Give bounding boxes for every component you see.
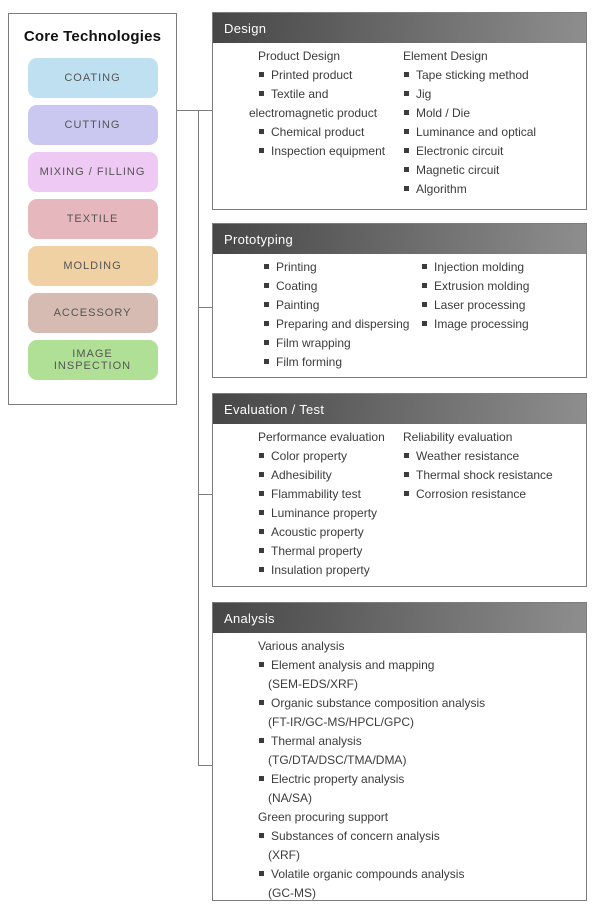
bullet-square-icon [259, 567, 264, 572]
analysis-content [249, 633, 586, 903]
column-header: Product Design [258, 49, 341, 63]
list-item: Color property [249, 447, 394, 466]
bullet-square-icon [404, 453, 409, 458]
sidebar-title: Core Technologies [23, 28, 162, 45]
bullet-square-icon [259, 548, 264, 553]
bullet-square-icon [404, 167, 409, 172]
list-item: Luminance and optical [394, 123, 586, 142]
list-item: Weather resistance [394, 447, 586, 466]
bullet-square-icon [259, 472, 264, 477]
bullet-square-icon [404, 491, 409, 496]
panel-evaluation-header: Evaluation / Test [213, 394, 586, 424]
list-item: Extrusion molding [412, 277, 586, 296]
bullet-square-icon [404, 148, 409, 153]
bullet-square-icon [264, 340, 269, 345]
list-item: Image processing [412, 315, 586, 334]
list-item: Thermal analysis [249, 732, 586, 751]
tech-button-textile[interactable]: TEXTILE [28, 199, 158, 239]
method-detail: (SEM-EDS/XRF) [268, 677, 358, 691]
list-item: Jig [394, 85, 586, 104]
tech-button-image-inspection[interactable]: IMAGE INSPECTION [28, 340, 158, 380]
list-item: Textile and electromagnetic product [249, 87, 378, 120]
bullet-square-icon [404, 110, 409, 115]
list-item: Tape sticking method [394, 66, 586, 85]
list-item: Electronic circuit [394, 142, 586, 161]
list-item: Luminance property [249, 504, 394, 523]
column-header: Reliability evaluation [403, 430, 513, 444]
bullet-square-icon [259, 871, 264, 876]
section-header: Various analysis [258, 639, 345, 653]
bullet-square-icon [404, 472, 409, 477]
bullet-square-icon [404, 72, 409, 77]
bullet-square-icon [264, 264, 269, 269]
list-item: Algorithm [394, 180, 586, 199]
panel-analysis [212, 602, 587, 901]
connector-prototyping-stub [199, 307, 212, 308]
list-item: Injection molding [412, 258, 586, 277]
panel-prototyping-header: Prototyping [213, 224, 586, 254]
bullet-square-icon [259, 700, 264, 705]
list-item: Chemical product [249, 123, 394, 142]
list-item: Film forming [254, 353, 412, 372]
panel-design [212, 12, 587, 210]
bullet-square-icon [264, 302, 269, 307]
bullet-square-icon [259, 662, 264, 667]
list-item: Organic substance composition analysis [249, 694, 586, 713]
list-item: Element analysis and mapping [249, 656, 586, 675]
tech-button-molding[interactable]: MOLDING [28, 246, 158, 286]
bullet-square-icon [259, 491, 264, 496]
bullet-square-icon [259, 129, 264, 134]
bullet-square-icon [264, 321, 269, 326]
list-item: Volatile organic compounds analysis [249, 865, 586, 884]
list-item: Insulation property [249, 561, 394, 580]
bullet-square-icon [259, 776, 264, 781]
design-product-column [249, 47, 394, 199]
list-item: Acoustic property [249, 523, 394, 542]
bullet-square-icon [259, 453, 264, 458]
prototyping-left-column [254, 258, 412, 372]
core-technologies-box [8, 13, 177, 405]
bullet-square-icon [259, 91, 264, 96]
connector-root-line [177, 110, 212, 111]
bullet-square-icon [259, 738, 264, 743]
list-item: Substances of concern analysis [249, 827, 586, 846]
connector-analysis-stub [199, 765, 212, 766]
performance-evaluation-column [249, 428, 394, 580]
list-item: Magnetic circuit [394, 161, 586, 180]
method-detail: (GC-MS) [268, 886, 316, 900]
design-element-column [394, 47, 586, 199]
bullet-square-icon [259, 529, 264, 534]
bullet-square-icon [259, 510, 264, 515]
bullet-square-icon [422, 302, 427, 307]
list-item: Film wrapping [254, 334, 412, 353]
list-item: Inspection equipment [249, 142, 394, 161]
method-detail: (NA/SA) [268, 791, 313, 805]
list-item: Adhesibility [249, 466, 394, 485]
connector-trunk-line [198, 110, 199, 766]
technology-button-list [9, 58, 176, 380]
list-item: Laser processing [412, 296, 586, 315]
column-header: Element Design [403, 49, 488, 63]
panel-prototyping [212, 223, 587, 378]
method-detail: (FT-IR/GC-MS/HPCL/GPC) [268, 715, 414, 729]
list-item: Printed product [249, 66, 394, 85]
prototyping-right-column [412, 258, 586, 372]
bullet-square-icon [264, 283, 269, 288]
tech-button-accessory[interactable]: ACCESSORY [28, 293, 158, 333]
section-header: Green procuring support [258, 810, 389, 824]
bullet-square-icon [259, 148, 264, 153]
panel-analysis-header: Analysis [213, 603, 586, 633]
list-item: Electric property analysis [249, 770, 586, 789]
tech-button-cutting[interactable]: CUTTING [28, 105, 158, 145]
list-item: Flammability test [249, 485, 394, 504]
bullet-square-icon [259, 833, 264, 838]
bullet-square-icon [404, 129, 409, 134]
panel-design-header: Design [213, 13, 586, 43]
list-item: Corrosion resistance [394, 485, 586, 504]
bullet-square-icon [422, 321, 427, 326]
panel-evaluation-test [212, 393, 587, 587]
list-item: Coating [254, 277, 412, 296]
list-item: Mold / Die [394, 104, 586, 123]
reliability-evaluation-column [394, 428, 586, 580]
method-detail: (TG/DTA/DSC/TMA/DMA) [268, 753, 407, 767]
connector-evaluation-stub [199, 494, 212, 495]
list-item: Painting [254, 296, 412, 315]
list-item: Thermal shock resistance [394, 466, 586, 485]
tech-button-coating[interactable]: COATING [28, 58, 158, 98]
list-item: Preparing and dispersing [254, 315, 412, 334]
method-detail: (XRF) [268, 848, 300, 862]
list-item: Thermal property [249, 542, 394, 561]
column-header: Performance evaluation [258, 430, 385, 444]
tech-button-mixing-filling[interactable]: MIXING / FILLING [28, 152, 158, 192]
bullet-square-icon [259, 72, 264, 77]
bullet-square-icon [264, 359, 269, 364]
bullet-square-icon [404, 186, 409, 191]
bullet-square-icon [422, 283, 427, 288]
list-item: Printing [254, 258, 412, 277]
bullet-square-icon [404, 91, 409, 96]
bullet-square-icon [422, 264, 427, 269]
